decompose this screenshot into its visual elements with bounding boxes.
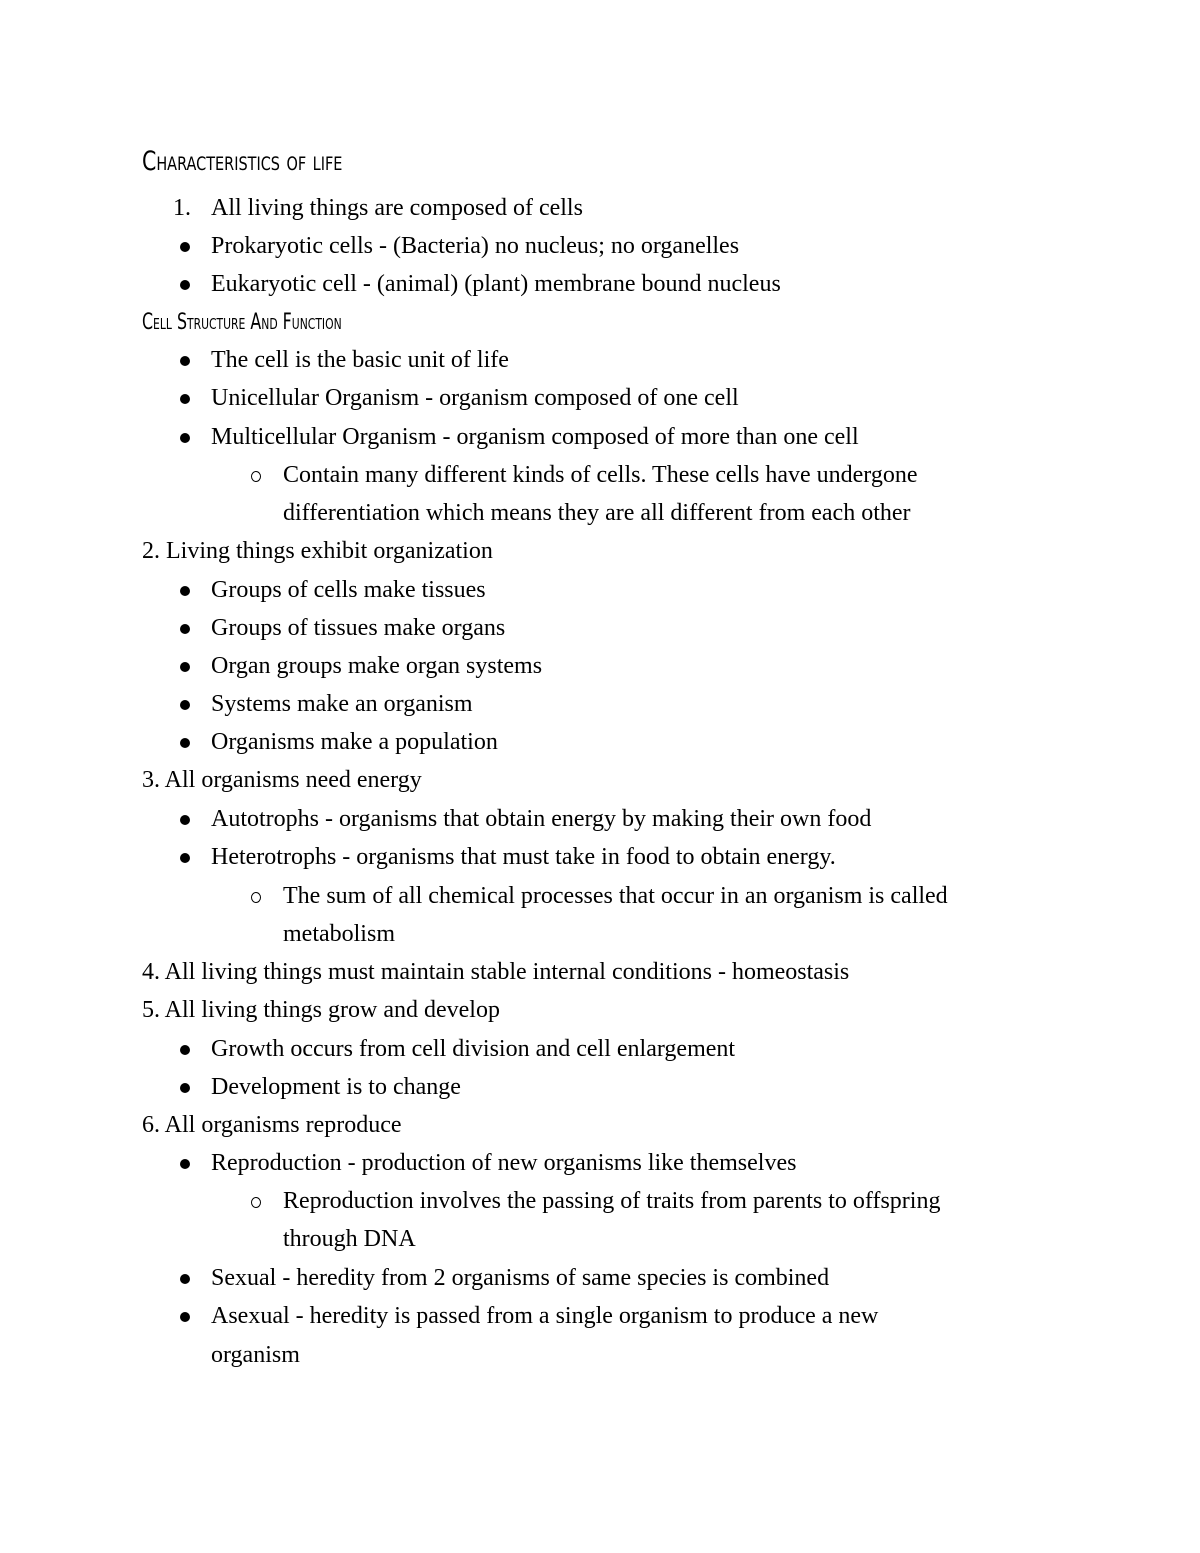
sub-bullet-metabolism-1: The sum of all chemical processes that occur in an organism is called [283,883,948,909]
title-characteristics-of-life: Characteristics of life [142,146,343,177]
bullet-development: Development is to change [211,1074,461,1100]
bullet-icon [180,700,190,710]
bullet-autotrophs: Autotrophs - organisms that obtain energy by making their own food [211,806,872,832]
bullet-icon [180,394,190,404]
bullet-icon [180,1159,190,1169]
subheading-cell-structure: Cell Structure And Function [142,310,342,335]
bullet-tissues: Groups of cells make tissues [211,577,486,603]
list-item-4: 4. All living things must maintain stable internal conditions - homeostasis [142,959,850,985]
bullet-unicellular: Unicellular Organism - organism composed of one cell [211,385,739,411]
bullet-icon [180,1045,190,1055]
sub-bullet-traits-2: through DNA [283,1226,416,1252]
bullet-sexual: Sexual - heredity from 2 organisms of same species is combined [211,1265,830,1291]
list-item-3: 3. All organisms need energy [142,767,422,793]
bullet-icon [180,624,190,634]
bullet-organism: Systems make an organism [211,691,473,717]
list-item-1: All living things are composed of cells [211,195,583,221]
bullet-icon [180,1274,190,1284]
bullet-icon [180,433,190,443]
bullet-asexual-1: Asexual - heredity is passed from a single organism to produce a new [211,1303,879,1329]
sub-bullet-differentiation-1: Contain many different kinds of cells. These cells have undergone [283,462,918,488]
bullet-population: Organisms make a population [211,729,498,755]
list-item-5: 5. All living things grow and develop [142,997,500,1023]
bullet-icon [180,356,190,366]
bullet-reproduction: Reproduction - production of new organisms like themselves [211,1150,797,1176]
list-item-6: 6. All organisms reproduce [142,1112,402,1138]
bullet-organ-systems: Organ groups make organ systems [211,653,543,679]
bullet-basic-unit: The cell is the basic unit of life [211,347,509,373]
bullet-eukaryotic: Eukaryotic cell - (animal) (plant) membrane bound nucleus [211,271,781,297]
bullet-prokaryotic: Prokaryotic cells - (Bacteria) no nucleus; no organelles [211,233,740,259]
bullet-heterotrophs: Heterotrophs - organisms that must take in food to obtain energy. [211,844,836,870]
list-number-1: 1. [173,195,191,221]
bullet-icon [180,1312,190,1322]
bullet-icon [180,280,190,290]
bullet-icon [180,586,190,596]
bullet-icon [180,853,190,863]
bullet-icon [180,738,190,748]
bullet-icon [180,815,190,825]
sub-bullet-metabolism-2: metabolism [283,921,395,947]
sub-bullet-icon [251,892,261,903]
sub-bullet-icon [251,1197,261,1208]
bullet-icon [180,662,190,672]
bullet-icon [180,1083,190,1093]
sub-bullet-differentiation-2: differentiation which means they are all different from each other [283,500,911,526]
sub-bullet-traits-1: Reproduction involves the passing of traits from parents to offspring [283,1188,941,1214]
sub-bullet-icon [251,471,261,482]
list-item-2: 2. Living things exhibit organization [142,538,493,564]
bullet-growth: Growth occurs from cell division and cell enlargement [211,1036,736,1062]
bullet-multicellular: Multicellular Organism - organism composed of more than one cell [211,424,859,450]
bullet-asexual-2: organism [211,1342,300,1368]
bullet-icon [180,242,190,252]
bullet-organs: Groups of tissues make organs [211,615,506,641]
